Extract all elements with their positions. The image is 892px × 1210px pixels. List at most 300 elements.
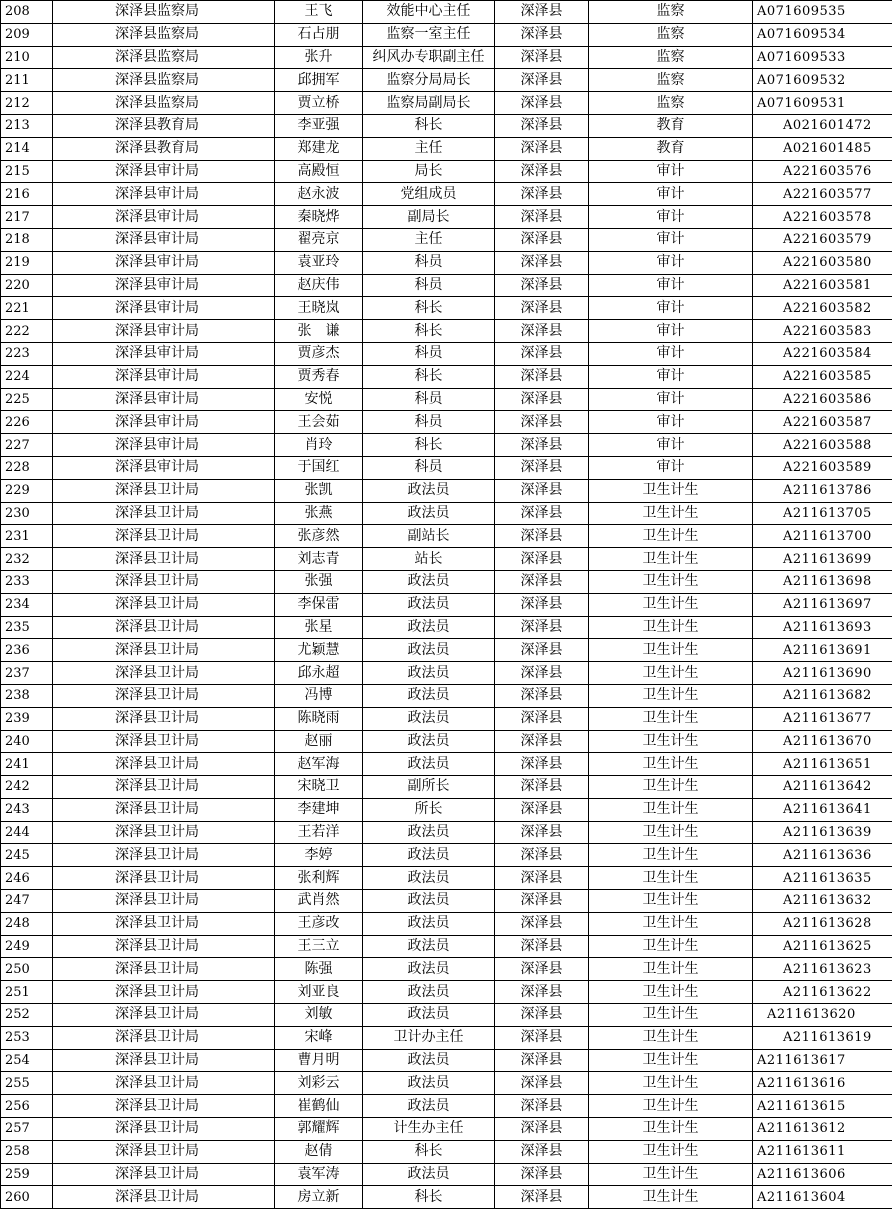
- county-cell: 深泽县: [495, 776, 589, 799]
- category-cell: 卫生计生: [589, 912, 753, 935]
- serial-number-cell: 232: [1, 548, 53, 571]
- position-cell: 效能中心主任: [363, 1, 495, 24]
- table-row: [1, 570, 892, 593]
- certificate-code-cell: A071609534: [753, 23, 892, 46]
- person-name-cell: 李婷: [275, 844, 363, 867]
- person-name-cell: 张升: [275, 46, 363, 69]
- county-cell: 深泽县: [495, 1004, 589, 1027]
- serial-number-cell: 221: [1, 297, 53, 320]
- serial-number-cell: 231: [1, 525, 53, 548]
- person-name-cell: 宋晓卫: [275, 776, 363, 799]
- category-cell: 卫生计生: [589, 502, 753, 525]
- county-cell: 深泽县: [495, 320, 589, 343]
- certificate-code-cell: A211613615: [753, 1095, 892, 1118]
- table-row: [1, 684, 892, 707]
- unit-cell: 深泽县审计局: [53, 160, 275, 183]
- certificate-code-cell: A211613622: [753, 981, 892, 1004]
- category-cell: 卫生计生: [589, 548, 753, 571]
- category-cell: 卫生计生: [589, 730, 753, 753]
- county-cell: 深泽县: [495, 388, 589, 411]
- table-row: [1, 662, 892, 685]
- certificate-code-cell: A211613628: [753, 912, 892, 935]
- serial-number-cell: 210: [1, 46, 53, 69]
- county-cell: 深泽县: [495, 274, 589, 297]
- person-name-cell: 郑建龙: [275, 137, 363, 160]
- serial-number-cell: 208: [1, 1, 53, 24]
- category-cell: 审计: [589, 297, 753, 320]
- serial-number-cell: 224: [1, 365, 53, 388]
- table-row: [1, 114, 892, 137]
- person-name-cell: 张凯: [275, 479, 363, 502]
- person-name-cell: 安悦: [275, 388, 363, 411]
- certificate-code-cell: A211613616: [753, 1072, 892, 1095]
- serial-number-cell: 244: [1, 821, 53, 844]
- table-row: [1, 1, 892, 24]
- county-cell: 深泽县: [495, 479, 589, 502]
- county-cell: 深泽县: [495, 92, 589, 115]
- table-row: [1, 1118, 892, 1141]
- certificate-code-cell: A221603583: [753, 320, 892, 343]
- certificate-code-cell: A071609533: [753, 46, 892, 69]
- table-row: [1, 1163, 892, 1186]
- county-cell: 深泽县: [495, 1026, 589, 1049]
- certificate-code-cell: A211613682: [753, 684, 892, 707]
- county-cell: 深泽县: [495, 525, 589, 548]
- certificate-code-cell: A221603581: [753, 274, 892, 297]
- table-row: [1, 411, 892, 434]
- unit-cell: 深泽县审计局: [53, 456, 275, 479]
- certificate-code-cell: A211613612: [753, 1118, 892, 1141]
- table-row: [1, 753, 892, 776]
- unit-cell: 深泽县审计局: [53, 206, 275, 229]
- position-cell: 科长: [363, 114, 495, 137]
- table-row: [1, 639, 892, 662]
- county-cell: 深泽县: [495, 1072, 589, 1095]
- unit-cell: 深泽县卫计局: [53, 1186, 275, 1209]
- county-cell: 深泽县: [495, 981, 589, 1004]
- position-cell: 政法员: [363, 958, 495, 981]
- table-row: [1, 160, 892, 183]
- county-cell: 深泽县: [495, 1140, 589, 1163]
- person-name-cell: 冯博: [275, 684, 363, 707]
- county-cell: 深泽县: [495, 1049, 589, 1072]
- certificate-code-cell: A071609531: [753, 92, 892, 115]
- certificate-code-cell: A211613698: [753, 570, 892, 593]
- category-cell: 审计: [589, 183, 753, 206]
- unit-cell: 深泽县审计局: [53, 228, 275, 251]
- unit-cell: 深泽县审计局: [53, 342, 275, 365]
- position-cell: 政法员: [363, 867, 495, 890]
- person-name-cell: 肖玲: [275, 434, 363, 457]
- person-name-cell: 王晓岚: [275, 297, 363, 320]
- position-cell: 卫计办主任: [363, 1026, 495, 1049]
- serial-number-cell: 209: [1, 23, 53, 46]
- category-cell: 审计: [589, 274, 753, 297]
- certificate-code-cell: A211613786: [753, 479, 892, 502]
- category-cell: 卫生计生: [589, 1118, 753, 1141]
- unit-cell: 深泽县卫计局: [53, 1163, 275, 1186]
- position-cell: 监察分局局长: [363, 69, 495, 92]
- category-cell: 卫生计生: [589, 639, 753, 662]
- person-name-cell: 李建坤: [275, 798, 363, 821]
- certificate-code-cell: A211613606: [753, 1163, 892, 1186]
- person-name-cell: 石占朋: [275, 23, 363, 46]
- position-cell: 政法员: [363, 1072, 495, 1095]
- person-name-cell: 赵倩: [275, 1140, 363, 1163]
- category-cell: 卫生计生: [589, 1140, 753, 1163]
- position-cell: 科员: [363, 251, 495, 274]
- unit-cell: 深泽县卫计局: [53, 867, 275, 890]
- person-name-cell: 高殿恒: [275, 160, 363, 183]
- certificate-code-cell: A071609532: [753, 69, 892, 92]
- person-name-cell: 赵庆伟: [275, 274, 363, 297]
- county-cell: 深泽县: [495, 1, 589, 24]
- category-cell: 审计: [589, 320, 753, 343]
- table-row: [1, 798, 892, 821]
- table-row: [1, 69, 892, 92]
- serial-number-cell: 255: [1, 1072, 53, 1095]
- unit-cell: 深泽县卫计局: [53, 616, 275, 639]
- serial-number-cell: 256: [1, 1095, 53, 1118]
- person-name-cell: 房立新: [275, 1186, 363, 1209]
- position-cell: 站长: [363, 548, 495, 571]
- position-cell: 政法员: [363, 593, 495, 616]
- category-cell: 卫生计生: [589, 707, 753, 730]
- category-cell: 卫生计生: [589, 958, 753, 981]
- category-cell: 卫生计生: [589, 479, 753, 502]
- county-cell: 深泽县: [495, 365, 589, 388]
- certificate-code-cell: A211613691: [753, 639, 892, 662]
- table-row: [1, 730, 892, 753]
- county-cell: 深泽县: [495, 434, 589, 457]
- certificate-code-cell: A221603586: [753, 388, 892, 411]
- county-cell: 深泽县: [495, 1118, 589, 1141]
- certificate-code-cell: A221603589: [753, 456, 892, 479]
- person-name-cell: 郭耀辉: [275, 1118, 363, 1141]
- serial-number-cell: 253: [1, 1026, 53, 1049]
- position-cell: 科长: [363, 297, 495, 320]
- table-row: [1, 228, 892, 251]
- serial-number-cell: 254: [1, 1049, 53, 1072]
- county-cell: 深泽县: [495, 662, 589, 685]
- unit-cell: 深泽县卫计局: [53, 593, 275, 616]
- table-body: [1, 1, 892, 1209]
- certificate-code-cell: A211613611: [753, 1140, 892, 1163]
- unit-cell: 深泽县卫计局: [53, 684, 275, 707]
- unit-cell: 深泽县卫计局: [53, 981, 275, 1004]
- table-row: [1, 137, 892, 160]
- person-name-cell: 王会茹: [275, 411, 363, 434]
- table-row: [1, 593, 892, 616]
- certificate-code-cell: A211613699: [753, 548, 892, 571]
- county-cell: 深泽县: [495, 753, 589, 776]
- person-name-cell: 秦晓烨: [275, 206, 363, 229]
- county-cell: 深泽县: [495, 707, 589, 730]
- unit-cell: 深泽县卫计局: [53, 776, 275, 799]
- table-row: [1, 320, 892, 343]
- certificate-code-cell: A211613690: [753, 662, 892, 685]
- serial-number-cell: 219: [1, 251, 53, 274]
- certificate-code-cell: A211613641: [753, 798, 892, 821]
- certificate-code-cell: A221603577: [753, 183, 892, 206]
- person-name-cell: 张彦然: [275, 525, 363, 548]
- unit-cell: 深泽县审计局: [53, 183, 275, 206]
- county-cell: 深泽县: [495, 798, 589, 821]
- table-row: [1, 935, 892, 958]
- category-cell: 审计: [589, 365, 753, 388]
- person-name-cell: 张燕: [275, 502, 363, 525]
- category-cell: 卫生计生: [589, 593, 753, 616]
- certificate-code-cell: A211613705: [753, 502, 892, 525]
- category-cell: 审计: [589, 456, 753, 479]
- certificate-code-cell: A221603588: [753, 434, 892, 457]
- table-row: [1, 388, 892, 411]
- person-name-cell: 邱永超: [275, 662, 363, 685]
- category-cell: 审计: [589, 206, 753, 229]
- position-cell: 政法员: [363, 1095, 495, 1118]
- serial-number-cell: 228: [1, 456, 53, 479]
- table-row: [1, 821, 892, 844]
- serial-number-cell: 242: [1, 776, 53, 799]
- person-name-cell: 贾彦杰: [275, 342, 363, 365]
- table-row: [1, 297, 892, 320]
- person-name-cell: 刘敏: [275, 1004, 363, 1027]
- unit-cell: 深泽县卫计局: [53, 570, 275, 593]
- table-row: [1, 1140, 892, 1163]
- unit-cell: 深泽县卫计局: [53, 707, 275, 730]
- table-row: [1, 525, 892, 548]
- serial-number-cell: 238: [1, 684, 53, 707]
- unit-cell: 深泽县卫计局: [53, 1095, 275, 1118]
- category-cell: 监察: [589, 69, 753, 92]
- person-name-cell: 张星: [275, 616, 363, 639]
- serial-number-cell: 250: [1, 958, 53, 981]
- table-row: [1, 183, 892, 206]
- unit-cell: 深泽县卫计局: [53, 753, 275, 776]
- position-cell: 副站长: [363, 525, 495, 548]
- table-row: [1, 867, 892, 890]
- certificate-code-cell: A211613604: [753, 1186, 892, 1209]
- certificate-code-cell: A221603580: [753, 251, 892, 274]
- person-name-cell: 尤颖慧: [275, 639, 363, 662]
- serial-number-cell: 240: [1, 730, 53, 753]
- county-cell: 深泽县: [495, 570, 589, 593]
- county-cell: 深泽县: [495, 958, 589, 981]
- county-cell: 深泽县: [495, 616, 589, 639]
- person-name-cell: 张利辉: [275, 867, 363, 890]
- certificate-code-cell: A211613636: [753, 844, 892, 867]
- position-cell: 科员: [363, 388, 495, 411]
- unit-cell: 深泽县卫计局: [53, 639, 275, 662]
- position-cell: 政法员: [363, 684, 495, 707]
- category-cell: 卫生计生: [589, 570, 753, 593]
- position-cell: 政法员: [363, 753, 495, 776]
- certificate-code-cell: A211613625: [753, 935, 892, 958]
- serial-number-cell: 217: [1, 206, 53, 229]
- table-row: [1, 1186, 892, 1209]
- table-row: [1, 1026, 892, 1049]
- category-cell: 卫生计生: [589, 1026, 753, 1049]
- certificate-code-cell: A021601472: [753, 114, 892, 137]
- serial-number-cell: 252: [1, 1004, 53, 1027]
- table-row: [1, 1004, 892, 1027]
- category-cell: 审计: [589, 434, 753, 457]
- table-row: [1, 456, 892, 479]
- person-name-cell: 陈晓雨: [275, 707, 363, 730]
- county-cell: 深泽县: [495, 593, 589, 616]
- serial-number-cell: 247: [1, 890, 53, 913]
- county-cell: 深泽县: [495, 411, 589, 434]
- person-name-cell: 赵军海: [275, 753, 363, 776]
- county-cell: 深泽县: [495, 297, 589, 320]
- table-row: [1, 890, 892, 913]
- serial-number-cell: 236: [1, 639, 53, 662]
- position-cell: 副局长: [363, 206, 495, 229]
- position-cell: 科长: [363, 365, 495, 388]
- certificate-code-cell: A211613700: [753, 525, 892, 548]
- category-cell: 卫生计生: [589, 821, 753, 844]
- person-name-cell: 李亚强: [275, 114, 363, 137]
- county-cell: 深泽县: [495, 821, 589, 844]
- county-cell: 深泽县: [495, 183, 589, 206]
- unit-cell: 深泽县审计局: [53, 434, 275, 457]
- category-cell: 监察: [589, 23, 753, 46]
- category-cell: 卫生计生: [589, 1049, 753, 1072]
- category-cell: 审计: [589, 251, 753, 274]
- position-cell: 副所长: [363, 776, 495, 799]
- unit-cell: 深泽县监察局: [53, 23, 275, 46]
- certificate-code-cell: A211613619: [753, 1026, 892, 1049]
- serial-number-cell: 259: [1, 1163, 53, 1186]
- category-cell: 卫生计生: [589, 890, 753, 913]
- position-cell: 科长: [363, 1186, 495, 1209]
- position-cell: 政法员: [363, 502, 495, 525]
- certificate-code-cell: A211613697: [753, 593, 892, 616]
- certificate-code-cell: A211613651: [753, 753, 892, 776]
- position-cell: 局长: [363, 160, 495, 183]
- person-name-cell: 武肖然: [275, 890, 363, 913]
- certificate-code-cell: A071609535: [753, 1, 892, 24]
- position-cell: 计生办主任: [363, 1118, 495, 1141]
- table-row: [1, 1072, 892, 1095]
- unit-cell: 深泽县审计局: [53, 251, 275, 274]
- serial-number-cell: 248: [1, 912, 53, 935]
- serial-number-cell: 227: [1, 434, 53, 457]
- category-cell: 卫生计生: [589, 753, 753, 776]
- serial-number-cell: 260: [1, 1186, 53, 1209]
- unit-cell: 深泽县卫计局: [53, 1026, 275, 1049]
- category-cell: 卫生计生: [589, 844, 753, 867]
- table-row: [1, 206, 892, 229]
- person-name-cell: 贾秀春: [275, 365, 363, 388]
- category-cell: 卫生计生: [589, 662, 753, 685]
- unit-cell: 深泽县审计局: [53, 388, 275, 411]
- serial-number-cell: 245: [1, 844, 53, 867]
- unit-cell: 深泽县卫计局: [53, 662, 275, 685]
- unit-cell: 深泽县监察局: [53, 1, 275, 24]
- certificate-code-cell: A221603587: [753, 411, 892, 434]
- person-name-cell: 曹月明: [275, 1049, 363, 1072]
- county-cell: 深泽县: [495, 935, 589, 958]
- person-name-cell: 张 谦: [275, 320, 363, 343]
- county-cell: 深泽县: [495, 912, 589, 935]
- county-cell: 深泽县: [495, 228, 589, 251]
- category-cell: 卫生计生: [589, 798, 753, 821]
- certificate-code-cell: A211613632: [753, 890, 892, 913]
- table-row: [1, 365, 892, 388]
- category-cell: 卫生计生: [589, 684, 753, 707]
- position-cell: 科员: [363, 274, 495, 297]
- serial-number-cell: 233: [1, 570, 53, 593]
- position-cell: 科员: [363, 411, 495, 434]
- position-cell: 科长: [363, 434, 495, 457]
- category-cell: 卫生计生: [589, 1072, 753, 1095]
- serial-number-cell: 218: [1, 228, 53, 251]
- person-name-cell: 刘彩云: [275, 1072, 363, 1095]
- county-cell: 深泽县: [495, 844, 589, 867]
- serial-number-cell: 213: [1, 114, 53, 137]
- serial-number-cell: 226: [1, 411, 53, 434]
- position-cell: 所长: [363, 798, 495, 821]
- position-cell: 政法员: [363, 912, 495, 935]
- category-cell: 审计: [589, 342, 753, 365]
- unit-cell: 深泽县卫计局: [53, 1118, 275, 1141]
- position-cell: 政法员: [363, 1004, 495, 1027]
- position-cell: 科长: [363, 1140, 495, 1163]
- serial-number-cell: 235: [1, 616, 53, 639]
- unit-cell: 深泽县监察局: [53, 92, 275, 115]
- serial-number-cell: 237: [1, 662, 53, 685]
- unit-cell: 深泽县审计局: [53, 274, 275, 297]
- table-row: [1, 23, 892, 46]
- table-row: [1, 502, 892, 525]
- category-cell: 卫生计生: [589, 525, 753, 548]
- county-cell: 深泽县: [495, 206, 589, 229]
- table-row: [1, 981, 892, 1004]
- position-cell: 政法员: [363, 616, 495, 639]
- position-cell: 政法员: [363, 981, 495, 1004]
- category-cell: 卫生计生: [589, 776, 753, 799]
- category-cell: 卫生计生: [589, 1186, 753, 1209]
- unit-cell: 深泽县卫计局: [53, 479, 275, 502]
- county-cell: 深泽县: [495, 1095, 589, 1118]
- serial-number-cell: 251: [1, 981, 53, 1004]
- county-cell: 深泽县: [495, 251, 589, 274]
- person-name-cell: 王飞: [275, 1, 363, 24]
- certificate-code-cell: A211613635: [753, 867, 892, 890]
- table-row: [1, 479, 892, 502]
- serial-number-cell: 215: [1, 160, 53, 183]
- unit-cell: 深泽县卫计局: [53, 1140, 275, 1163]
- table-row: [1, 46, 892, 69]
- certificate-code-cell: A211613693: [753, 616, 892, 639]
- county-cell: 深泽县: [495, 867, 589, 890]
- serial-number-cell: 214: [1, 137, 53, 160]
- county-cell: 深泽县: [495, 548, 589, 571]
- unit-cell: 深泽县卫计局: [53, 1049, 275, 1072]
- position-cell: 监察一室主任: [363, 23, 495, 46]
- table-row: [1, 92, 892, 115]
- serial-number-cell: 239: [1, 707, 53, 730]
- person-name-cell: 陈强: [275, 958, 363, 981]
- serial-number-cell: 230: [1, 502, 53, 525]
- position-cell: 政法员: [363, 730, 495, 753]
- serial-number-cell: 216: [1, 183, 53, 206]
- table-row: [1, 616, 892, 639]
- person-name-cell: 贾立桥: [275, 92, 363, 115]
- position-cell: 政法员: [363, 1163, 495, 1186]
- certificate-code-cell: A211613617: [753, 1049, 892, 1072]
